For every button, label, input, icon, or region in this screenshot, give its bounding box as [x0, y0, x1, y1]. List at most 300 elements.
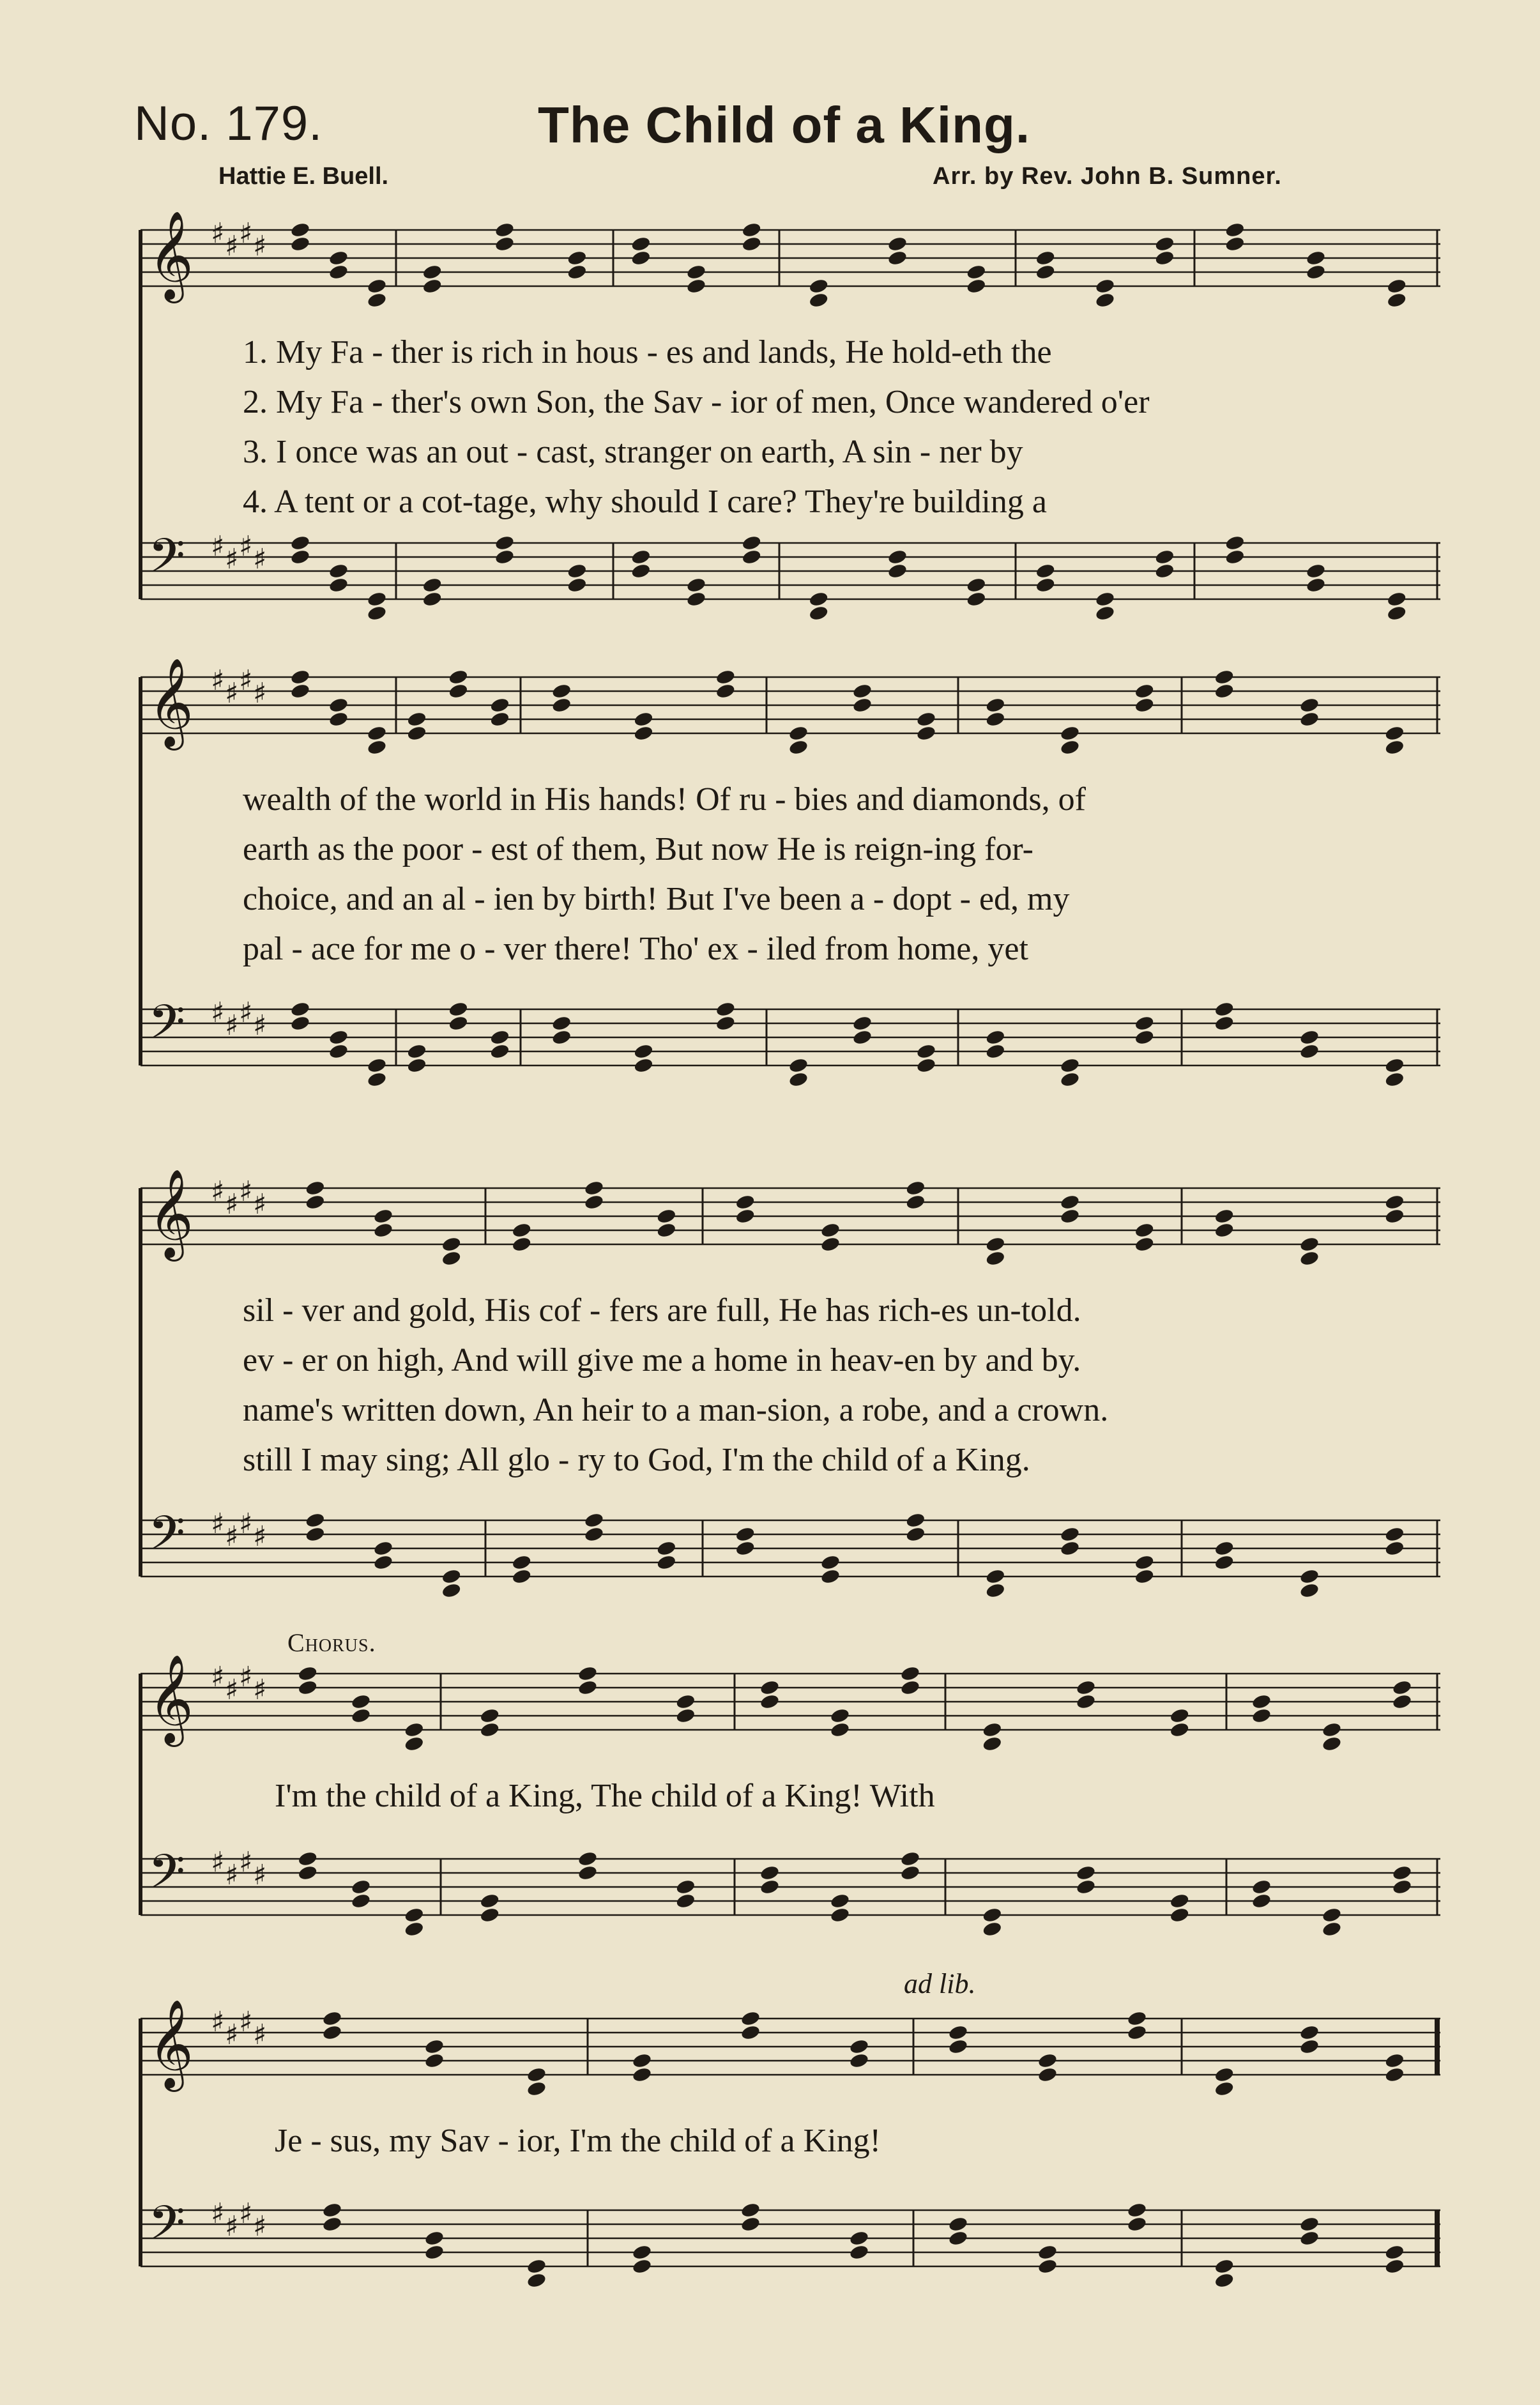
note-head [1251, 1707, 1272, 1724]
note-head [290, 222, 310, 238]
note-head [1214, 1208, 1234, 1225]
note-head [441, 1236, 461, 1253]
note-head [322, 2024, 342, 2041]
note-head [584, 1194, 604, 1210]
ad-lib-label: ad lib. [904, 1968, 976, 1999]
note-head [1322, 1921, 1342, 1937]
note-head [820, 1222, 841, 1239]
note-head [526, 2066, 547, 2083]
chorus-label: Chorus. [287, 1628, 376, 1657]
note-head [632, 2066, 652, 2083]
sharp-icon: ♯ [211, 2006, 225, 2038]
note-head [1095, 278, 1115, 294]
note-head [849, 2230, 869, 2247]
note-head [406, 1057, 427, 1074]
note-head [424, 2230, 445, 2247]
note-head [788, 1057, 809, 1074]
note-head [1392, 1679, 1412, 1696]
note-head [290, 1015, 310, 1032]
note-head [1060, 1057, 1080, 1074]
note-head [1060, 1540, 1080, 1557]
note-head [1134, 683, 1154, 699]
note-head [373, 1208, 393, 1225]
note-head [567, 563, 587, 579]
lyric-verse-3: choice, and an al - ien by birth! But I've been a - dopt - ed, my [243, 881, 1070, 917]
note-head [788, 1071, 809, 1088]
note-head [966, 264, 986, 280]
sharp-icon: ♯ [239, 530, 253, 563]
note-head [290, 683, 310, 699]
note-head [900, 1665, 920, 1682]
note-head [1299, 2230, 1320, 2247]
note-head [489, 697, 510, 714]
note-head [985, 1568, 1005, 1585]
note-head [1251, 1693, 1272, 1710]
note-head [448, 669, 468, 685]
sharp-icon: ♯ [225, 677, 239, 710]
sharp-icon: ♯ [211, 1508, 225, 1540]
note-head [1127, 2024, 1147, 2041]
note-head [735, 1208, 755, 1225]
note-head [406, 1043, 427, 1060]
note-head [715, 1015, 736, 1032]
sharp-icon: ♯ [211, 217, 225, 250]
sharp-icon: ♯ [225, 1009, 239, 1042]
bass-clef-icon: 𝄢 [148, 995, 185, 1062]
note-head [567, 250, 587, 266]
note-head [1251, 1879, 1272, 1895]
note-head [404, 1736, 424, 1752]
note-head [328, 1043, 349, 1060]
sharp-icon: ♯ [225, 1859, 239, 1891]
note-head [511, 1554, 531, 1571]
note-head [494, 549, 515, 565]
note-head [632, 2244, 652, 2261]
sharp-icon: ♯ [211, 530, 225, 563]
sharp-icon: ♯ [225, 2019, 239, 2051]
note-head [290, 236, 310, 252]
note-head [675, 1707, 696, 1724]
note-head [328, 1029, 349, 1046]
note-head [1299, 1043, 1320, 1060]
note-head [1134, 1568, 1154, 1585]
note-head [740, 2216, 761, 2233]
note-head [808, 591, 828, 607]
note-head [373, 1222, 393, 1239]
note-head [630, 549, 651, 565]
lyric-verse-4: pal - ace for me o - ver there! Tho' ex - iled from home, yet [243, 931, 1028, 967]
note-head [1076, 1865, 1096, 1881]
sharp-icon: ♯ [253, 2019, 267, 2051]
lyric-verse-2: ev - er on high, And will give me a home in heav-en by and by. [243, 1342, 1081, 1378]
note-head [741, 535, 761, 551]
note-head [1060, 739, 1080, 756]
note-head [916, 1043, 936, 1060]
note-head [351, 1879, 371, 1895]
note-head [1035, 250, 1055, 266]
note-head [526, 2258, 547, 2275]
note-head [852, 1015, 873, 1032]
note-head [759, 1693, 780, 1710]
note-head [1169, 1907, 1189, 1923]
note-head [852, 683, 873, 699]
note-head [441, 1582, 461, 1599]
note-head [905, 1512, 926, 1529]
note-head [1251, 1893, 1272, 1909]
note-head [1384, 1194, 1405, 1210]
note-head [1127, 2202, 1147, 2218]
note-head [1386, 292, 1407, 309]
note-head [686, 591, 706, 607]
note-head [1299, 1568, 1320, 1585]
lyric-verse-4: 4. A tent or a cot-tage, why should I care? They're building a [243, 484, 1047, 520]
note-head [494, 222, 515, 238]
lyric-verse-2: earth as the poor - est of them, But now He is reign-ing for- [243, 831, 1033, 867]
note-head [1214, 2081, 1234, 2097]
note-head [1384, 2066, 1405, 2083]
note-head [1322, 1736, 1342, 1752]
note-head [675, 1893, 696, 1909]
sharp-icon: ♯ [211, 996, 225, 1029]
note-head [1384, 725, 1405, 742]
note-head [422, 278, 442, 294]
note-head [632, 2258, 652, 2275]
note-head [741, 222, 761, 238]
note-head [1306, 264, 1326, 280]
note-head [577, 1865, 598, 1881]
note-head [830, 1907, 850, 1923]
note-head [656, 1554, 676, 1571]
note-head [985, 1029, 1005, 1046]
note-head [1384, 1208, 1405, 1225]
lyric-verse-3: 3. I once was an out - cast, stranger on earth, A sin - ner by [243, 434, 1023, 470]
note-head [1306, 577, 1326, 593]
note-head [494, 236, 515, 252]
treble-clef-icon: 𝄞 [148, 658, 194, 747]
note-head [1214, 2066, 1234, 2083]
sharp-icon: ♯ [211, 1175, 225, 1208]
note-head [630, 563, 651, 579]
note-head [1035, 264, 1055, 280]
note-head [1035, 577, 1055, 593]
note-head [905, 1194, 926, 1210]
note-head [715, 1001, 736, 1018]
note-head [290, 1001, 310, 1018]
note-head [322, 2010, 342, 2027]
note-head [852, 697, 873, 714]
lyric-verse-4: still I may sing; All glo - ry to God, I'm the child of a King. [243, 1442, 1030, 1478]
note-head [982, 1722, 1002, 1738]
sharp-icon: ♯ [239, 996, 253, 1029]
note-head [404, 1921, 424, 1937]
sharp-icon: ♯ [211, 1661, 225, 1693]
note-head [740, 2010, 761, 2027]
note-head [1214, 2258, 1234, 2275]
hymn-title: The Child of a King. [538, 96, 1031, 153]
note-head [985, 1236, 1005, 1253]
note-head [1037, 2258, 1058, 2275]
sharp-icon: ♯ [253, 1520, 267, 1553]
note-head [1384, 739, 1405, 756]
note-head [1134, 1029, 1154, 1046]
note-head [1076, 1693, 1096, 1710]
note-head [948, 2230, 968, 2247]
note-head [367, 725, 387, 742]
note-head [305, 1180, 325, 1196]
note-head [830, 1707, 850, 1724]
note-head [808, 278, 828, 294]
note-head [1076, 1879, 1096, 1895]
note-head [1095, 605, 1115, 622]
note-head [633, 711, 653, 728]
note-head [966, 591, 986, 607]
note-head [1037, 2244, 1058, 2261]
note-head [567, 577, 587, 593]
note-head [1299, 2216, 1320, 2233]
lyric-verse-2: 2. My Fa - ther's own Son, the Sav - ior of men, Once wandered o'er [243, 384, 1150, 420]
note-head [1169, 1893, 1189, 1909]
sharp-icon: ♯ [225, 2210, 239, 2243]
note-head [479, 1907, 499, 1923]
note-head [367, 605, 387, 622]
note-head [966, 278, 986, 294]
note-head [328, 577, 349, 593]
note-head [966, 577, 986, 593]
note-head [1299, 1029, 1320, 1046]
note-head [479, 1707, 499, 1724]
note-head [367, 1057, 387, 1074]
note-head [406, 725, 427, 742]
music-credit: Arr. by Rev. John B. Sumner. [933, 163, 1282, 190]
note-head [577, 1679, 598, 1696]
note-head [735, 1526, 755, 1543]
note-head [373, 1540, 393, 1557]
note-head [328, 697, 349, 714]
note-head [1134, 1554, 1154, 1571]
note-head [322, 2216, 342, 2233]
note-head [985, 1043, 1005, 1060]
bass-clef-icon: 𝄢 [148, 528, 185, 595]
note-head [740, 2202, 761, 2218]
note-head [1392, 1693, 1412, 1710]
note-head [985, 1582, 1005, 1599]
bass-clef-icon: 𝄢 [148, 1506, 185, 1573]
note-head [887, 250, 908, 266]
note-head [1392, 1879, 1412, 1895]
note-head [741, 236, 761, 252]
note-head [489, 711, 510, 728]
note-head [1076, 1679, 1096, 1696]
note-head [1037, 2052, 1058, 2069]
note-head [1384, 2244, 1405, 2261]
treble-clef-icon: 𝄞 [148, 1169, 194, 1258]
note-head [1322, 1722, 1342, 1738]
note-head [422, 264, 442, 280]
lyric-verse-1: 1. My Fa - ther is rich in hous - es and lands, He hold-eth the [243, 334, 1052, 370]
note-head [1386, 591, 1407, 607]
note-head [584, 1512, 604, 1529]
note-head [759, 1865, 780, 1881]
note-head [1214, 1015, 1234, 1032]
note-head [1214, 2272, 1234, 2289]
note-head [551, 1029, 572, 1046]
sharp-icon: ♯ [239, 1508, 253, 1540]
note-head [1384, 2052, 1405, 2069]
note-head [630, 250, 651, 266]
note-head [808, 605, 828, 622]
treble-clef-icon: 𝄞 [148, 211, 194, 300]
note-head [948, 2216, 968, 2233]
note-head [373, 1554, 393, 1571]
note-head [1127, 2216, 1147, 2233]
words-credit: Hattie E. Buell. [218, 163, 389, 190]
note-head [1060, 1526, 1080, 1543]
note-head [740, 2024, 761, 2041]
note-head [849, 2038, 869, 2055]
note-head [735, 1194, 755, 1210]
note-head [1154, 236, 1175, 252]
note-head [551, 683, 572, 699]
note-head [1322, 1907, 1342, 1923]
note-head [1299, 2038, 1320, 2055]
note-head [489, 1029, 510, 1046]
note-head [1154, 549, 1175, 565]
note-head [351, 1893, 371, 1909]
sharp-icon: ♯ [253, 1188, 267, 1221]
note-head [297, 1851, 317, 1867]
note-head [406, 711, 427, 728]
note-head [367, 278, 387, 294]
note-head [290, 549, 310, 565]
note-head [479, 1893, 499, 1909]
note-head [788, 739, 809, 756]
treble-clef-icon: 𝄞 [148, 1654, 194, 1743]
note-head [887, 549, 908, 565]
note-head [494, 535, 515, 551]
treble-clef-icon: 𝄞 [148, 1999, 194, 2088]
note-head [1224, 549, 1245, 565]
note-head [656, 1208, 676, 1225]
note-head [305, 1526, 325, 1543]
note-head [1392, 1865, 1412, 1881]
note-head [1299, 1236, 1320, 1253]
note-head [1095, 591, 1115, 607]
note-head [489, 1043, 510, 1060]
note-head [1127, 2010, 1147, 2027]
note-head [900, 1851, 920, 1867]
note-head [633, 1057, 653, 1074]
note-head [422, 591, 442, 607]
note-head [422, 577, 442, 593]
sharp-icon: ♯ [211, 664, 225, 697]
note-head [905, 1526, 926, 1543]
note-head [1386, 605, 1407, 622]
note-head [686, 577, 706, 593]
note-head [820, 1568, 841, 1585]
note-head [1224, 222, 1245, 238]
note-head [985, 697, 1005, 714]
sharp-icon: ♯ [253, 543, 267, 576]
note-head [328, 250, 349, 266]
note-head [367, 739, 387, 756]
note-head [985, 1250, 1005, 1267]
note-head [424, 2038, 445, 2055]
bass-clef-icon: 𝄢 [148, 1844, 185, 1911]
note-head [551, 1015, 572, 1032]
note-head [887, 236, 908, 252]
sharp-icon: ♯ [225, 1520, 239, 1553]
note-head [305, 1194, 325, 1210]
note-head [1306, 563, 1326, 579]
sharp-icon: ♯ [239, 217, 253, 250]
note-head [448, 683, 468, 699]
sharp-icon: ♯ [211, 1846, 225, 1879]
note-head [632, 2052, 652, 2069]
note-head [715, 669, 736, 685]
note-head [290, 669, 310, 685]
note-head [351, 1707, 371, 1724]
note-head [916, 1057, 936, 1074]
note-head [424, 2052, 445, 2069]
note-head [526, 2081, 547, 2097]
note-head [1169, 1722, 1189, 1738]
note-head [1384, 2258, 1405, 2275]
sharp-icon: ♯ [239, 2197, 253, 2230]
note-head [367, 1071, 387, 1088]
sharp-icon: ♯ [239, 664, 253, 697]
note-head [351, 1693, 371, 1710]
sharp-icon: ♯ [239, 2006, 253, 2038]
note-head [441, 1250, 461, 1267]
note-head [1299, 1582, 1320, 1599]
note-head [1134, 1222, 1154, 1239]
lyric-verse-1: sil - ver and gold, His cof - fers are full, He has rich-es un-told. [243, 1292, 1081, 1329]
note-head [297, 1679, 317, 1696]
note-head [1299, 2024, 1320, 2041]
note-head [905, 1180, 926, 1196]
note-head [849, 2052, 869, 2069]
note-head [1386, 278, 1407, 294]
note-head [1035, 563, 1055, 579]
note-head [1384, 1540, 1405, 1557]
note-head [511, 1222, 531, 1239]
note-head [1384, 1057, 1405, 1074]
note-head [297, 1665, 317, 1682]
note-head [887, 563, 908, 579]
sharp-icon: ♯ [253, 230, 267, 263]
note-head [1306, 250, 1326, 266]
note-head [1154, 250, 1175, 266]
note-head [849, 2244, 869, 2261]
note-head [367, 591, 387, 607]
note-head [985, 711, 1005, 728]
sharp-icon: ♯ [239, 1661, 253, 1693]
sharp-icon: ♯ [211, 2197, 225, 2230]
note-head [948, 2024, 968, 2041]
sharp-icon: ♯ [253, 1009, 267, 1042]
note-head [322, 2202, 342, 2218]
note-head [511, 1568, 531, 1585]
note-head [526, 2272, 547, 2289]
note-head [1154, 563, 1175, 579]
note-head [577, 1851, 598, 1867]
note-head [788, 725, 809, 742]
sharp-icon: ♯ [239, 1846, 253, 1879]
note-head [633, 1043, 653, 1060]
sharp-icon: ♯ [225, 1674, 239, 1706]
note-head [1384, 1071, 1405, 1088]
note-head [367, 292, 387, 309]
